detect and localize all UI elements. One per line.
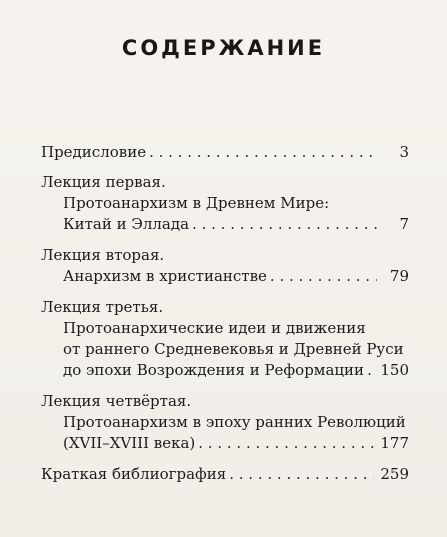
toc-entry-lecture-3	[41, 297, 409, 381]
toc-page-number: 7	[399, 215, 409, 233]
toc-page-number: 177	[380, 434, 409, 452]
leader-dots	[229, 464, 374, 485]
toc-row	[41, 142, 409, 163]
leader-dots	[270, 266, 377, 287]
toc-row	[41, 464, 409, 485]
toc-entry-heading: Лекция третья.	[41, 298, 164, 316]
leader-dots	[192, 214, 377, 235]
toc-entry-line: от раннего Средневековья и Древней Руси	[63, 340, 404, 358]
toc-entry-lecture-2	[41, 245, 409, 287]
toc-entry-preface	[41, 142, 409, 163]
toc-entry-title: Анархизм в христианстве	[63, 267, 267, 285]
toc-entry-lecture-1	[41, 172, 409, 235]
toc-row	[41, 360, 409, 381]
toc-entry-title: Краткая библиография	[41, 465, 227, 483]
toc-entry-heading: Лекция вторая.	[41, 246, 165, 264]
leader-dots	[367, 360, 374, 381]
toc-entry-title: Китай и Эллада	[63, 215, 190, 233]
toc-page-number: 3	[399, 143, 409, 161]
table-of-contents	[41, 142, 409, 495]
toc-entry-title: до эпохи Возрождения и Реформации	[63, 361, 365, 379]
toc-entry-heading: Лекция первая.	[41, 173, 166, 191]
toc-row	[41, 433, 409, 454]
toc-row	[41, 266, 409, 287]
toc-entry-heading: Лекция четвёртая.	[41, 392, 192, 410]
toc-entry-line: Протоанархические идеи и движения	[63, 319, 366, 337]
toc-page-number: 150	[380, 361, 409, 379]
toc-entry-line: Протоанархизм в Древнем Мире:	[63, 194, 330, 212]
page-title: СОДЕРЖАНИЕ	[121, 36, 326, 60]
toc-entry-bibliography	[41, 464, 409, 485]
toc-entry-title: Предисловие	[41, 143, 147, 161]
toc-entry-lecture-4	[41, 391, 409, 454]
toc-row	[41, 214, 409, 235]
leader-dots	[149, 142, 377, 163]
toc-entry-line: Протоанархизм в эпоху ранних Революций	[63, 413, 406, 431]
leader-dots	[198, 433, 374, 454]
toc-page-number: 259	[380, 465, 409, 483]
toc-entry-title: (XVII–XVIII века)	[63, 434, 196, 452]
toc-page-number: 79	[389, 267, 409, 285]
